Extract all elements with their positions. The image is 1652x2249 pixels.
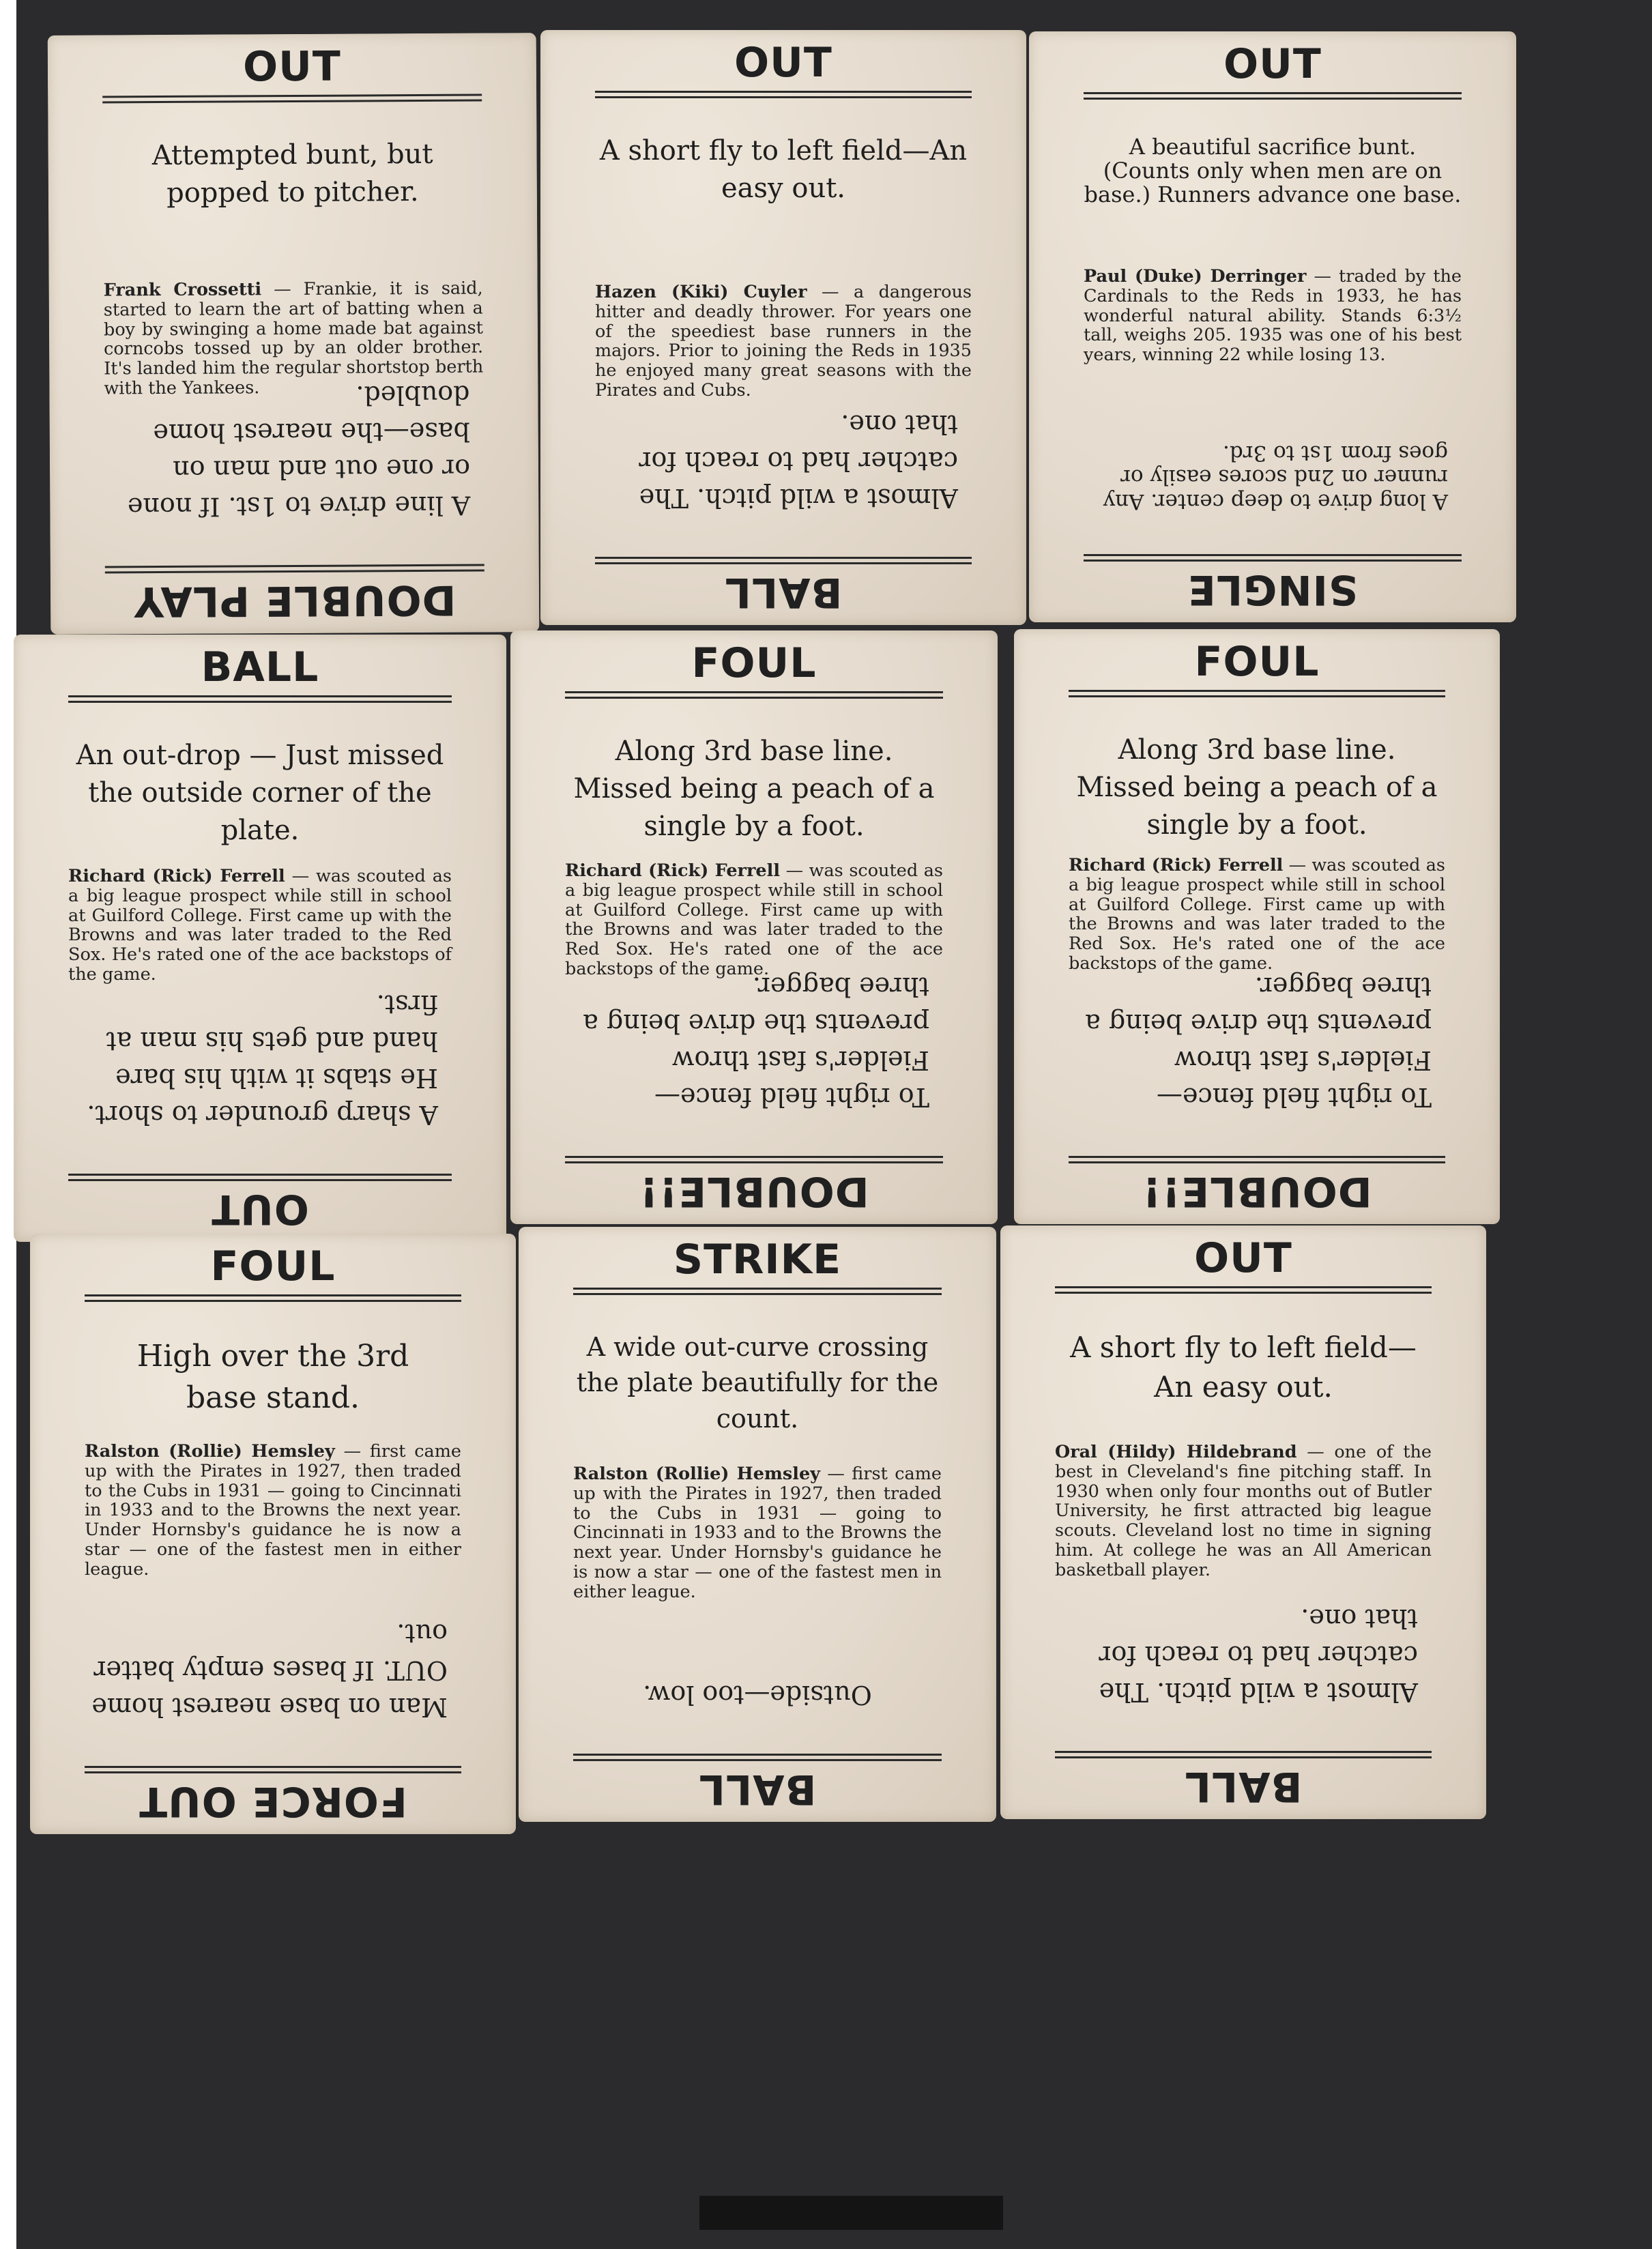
divider (1069, 690, 1445, 697)
card-flip-half (519, 1524, 996, 1822)
bio-text: one of the best in Cleveland's fine pitching staff. In 1930 when only four months out of Butler University, he first attracted big league scouts. Cleveland lost no time in signing him. At college he was an All American basketball player. (1055, 1442, 1432, 1580)
bio-text: was scouted as a big league prospect while still in school at Guilford College. First came up with the Browns and was later traded to the Red Sox. He's rated one of the ace backstops of the game. (565, 860, 943, 980)
flip-description: A sharp grounder to short. He stabs it with his bare hand and gets his man at first. (87, 989, 438, 1130)
card-description: A short fly to left field—An easy out. (599, 135, 968, 205)
player-bio: Frank Crossetti — Frankie, it is said, started to learn the art of batting when a boy by swinging a home made bat against corncobs tossed up by an older brother. It's landed him the regular shortstop berth with the Yankees. (103, 278, 484, 399)
bio-text: first came up with the Pirates in 1927, then traded to the Cubs in 1931 — going to Cincinnati in 1933 and to the Browns the next year. Under Hornsby's guidance he is now a star — one of the fastest men in either league. (85, 1441, 461, 1580)
divider (85, 1294, 461, 1302)
player-bio: Ralston (Rollie) Hemsley — first came up with the Pirates in 1927, then traded to the Cubs in 1931 — going to Cincinnati in 1933 and to the Browns the next year. Under Hornsby's guidance he is now a star — one of the fastest men in either league. (573, 1464, 942, 1602)
card-flip-half (510, 927, 998, 1224)
divider (565, 691, 943, 699)
player-bio: Richard (Rick) Ferrell — was scouted as a big league prospect while still in school at Guilford College. First came up with the Browns and was later traded to the Red Sox. He's rated one of the ace backstops of the game. (1069, 855, 1446, 974)
game-card (519, 1227, 996, 1822)
card-result: FOUL (691, 639, 817, 687)
card-result: BALL (201, 643, 319, 691)
flip-description: Almost a wild pitch. The catcher had to reach for that one. (1099, 1604, 1418, 1707)
flip-description: A long drive to deep center. Any runner on 2nd scores easily or goes from 1st to 3rd. (1103, 440, 1448, 514)
divider (105, 564, 484, 574)
card-description: Along 3rd base line. Missed being a peach of a single by a foot. (573, 736, 935, 843)
card-description: Attempted bunt, but popped to pitcher. (151, 138, 433, 209)
card-description: A wide out-curve crossing the plate beautifully for the count. (576, 1332, 939, 1434)
player-bio: Hazen (Kiki) Cuyler — a dangerous hitter and deadly thrower. For years one of the speediest base runners in the majors. Prior to joining the Reds in 1935 he enjoyed many great seasons with the Pirates and Cubs. (595, 282, 972, 401)
player-name: Paul (Duke) Derringer (1084, 266, 1307, 287)
flip-description: To right field fence—Fielder's fast throw prevents the drive being a three bagger. (583, 972, 929, 1112)
card-description: High over the 3rd base stand. (136, 1339, 409, 1415)
player-name: Richard (Rick) Ferrell (68, 866, 285, 886)
divider (1084, 554, 1462, 562)
player-name: Richard (Rick) Ferrell (1069, 855, 1284, 875)
card-description: A beautiful sacrifice bunt. (Counts only when men are on base.) Runners advance one base. (1084, 134, 1462, 208)
player-bio: Oral (Hildy) Hildebrand — one of the best in Cleveland's fine pitching staff. In 1930 when only four months out of Butler University, he first attracted big league scouts. Cleveland lost no time in signing him. At college he was an All American basketball player. (1055, 1442, 1432, 1580)
card-flip-half (49, 332, 539, 635)
divider (1055, 1286, 1432, 1294)
divider (565, 1156, 943, 1163)
player-name: Hazen (Kiki) Cuyler (595, 282, 807, 302)
card-result: FOUL (210, 1243, 336, 1290)
player-name: Richard (Rick) Ferrell (565, 860, 781, 881)
bio-text: first came up with the Pirates in 1927, then traded to the Cubs in 1931 — going to Cincinnati in 1933 and to the Browns the next year. Under Hornsby's guidance he is now a star — one of the fastest men in either league. (573, 1464, 942, 1602)
flip-description: Outside—too low. (643, 1680, 872, 1710)
dark-strip (699, 2196, 1003, 2230)
card-result: OUT (1194, 1234, 1292, 1282)
game-card (1014, 629, 1500, 1224)
game-card (30, 1234, 516, 1834)
divider (85, 1766, 461, 1773)
flip-description: Man on base nearest home OUT. If bases empty batter out. (91, 1619, 448, 1722)
card-flip-half (14, 938, 506, 1242)
bio-text: Frankie, it is said, started to learn the art of batting when a boy by swinging a home made bat against corncobs tossed up by an older brother. It's landed him the regular shortstop berth with the Yankees. (103, 278, 484, 399)
flip-result: FORCE OUT (139, 1778, 407, 1825)
flip-result: DOUBLE PLAY (133, 575, 457, 626)
flip-description: A line drive to 1st. If none or one out and man on base—the nearest home doubled. (127, 379, 471, 523)
divider (102, 94, 482, 104)
flip-description: To right field fence—Fielder's fast throw prevents the drive being a three bagger. (1085, 972, 1432, 1112)
flip-result: BALL (698, 1765, 817, 1813)
game-card (1000, 1225, 1486, 1819)
game-card (48, 33, 540, 635)
card-flip-half (540, 328, 1026, 625)
player-name: Frank Crossetti (103, 279, 262, 301)
card-flip-half (1014, 927, 1500, 1224)
flip-result: BALL (724, 568, 843, 616)
bio-text: was scouted as a big league prospect while still in school at Guilford College. First came up with the Browns and was later traded to the Red Sox. He's rated one of the ace backstops of the game. (1069, 855, 1446, 974)
game-card (1029, 31, 1516, 622)
player-bio: Paul (Duke) Derringer — traded by the Cardinals to the Reds in 1933, he has wonderful natural ability. Stands 6:3½ tall, weighs 205. 1935 was one of his best years, winning 22 while losing 13. (1084, 266, 1462, 366)
card-result: OUT (242, 42, 341, 91)
flip-description: Almost a wild pitch. The catcher had to reach for that one. (639, 409, 958, 513)
player-bio: Ralston (Rollie) Hemsley — first came up with the Pirates in 1927, then traded to the Cubs in 1931 — going to Cincinnati in 1933 and to the Browns the next year. Under Hornsby's guidance he is now a star — one of the fastest men in either league. (85, 1441, 461, 1580)
game-card (510, 630, 998, 1224)
card-description: A short fly to left field—An easy out. (1070, 1331, 1417, 1404)
game-card (14, 635, 506, 1242)
player-bio: Richard (Rick) Ferrell — was scouted as a big league prospect while still in school at Guilford College. First came up with the Browns and was later traded to the Red Sox. He's rated one of the ace backstops of the game. (565, 860, 943, 980)
bio-text: a dangerous hitter and deadly thrower. For years one of the speediest base runners in the majors. Prior to joining the Reds in 1935 he enjoyed many great seasons with the Pirates and Cubs. (595, 282, 972, 401)
card-flip-half (1000, 1522, 1486, 1819)
flip-result: OUT (211, 1185, 309, 1233)
divider (1069, 1156, 1445, 1163)
player-name: Ralston (Rollie) Hemsley (85, 1441, 335, 1462)
divider (595, 557, 972, 564)
card-result: OUT (734, 39, 832, 87)
player-name: Oral (Hildy) Hildebrand (1055, 1442, 1297, 1462)
divider (68, 1174, 452, 1181)
flip-result: SINGLE (1187, 566, 1359, 613)
divider (1055, 1751, 1432, 1758)
card-description: An out-drop — Just missed the outside corner of the plate. (76, 740, 444, 847)
divider (573, 1754, 942, 1761)
game-card (540, 30, 1026, 625)
card-result: FOUL (1194, 638, 1320, 686)
flip-result: BALL (1184, 1762, 1303, 1810)
divider (68, 695, 452, 703)
divider (573, 1288, 942, 1295)
card-description: Along 3rd base line. Missed being a peach of a single by a foot. (1076, 734, 1438, 841)
divider (1084, 92, 1462, 100)
bio-text: traded by the Cardinals to the Reds in 1933, he has wonderful natural ability. Stands 6:3½ tall, weighs 205. 1935 was one of his best years, winning 22 while losing 13. (1084, 266, 1462, 366)
flip-result: DOUBLE!! (1142, 1167, 1372, 1215)
card-flip-half (30, 1534, 516, 1834)
player-bio: Richard (Rick) Ferrell — was scouted as a big league prospect while still in school at Guilford College. First came up with the Browns and was later traded to the Red Sox. He's rated one of the ace backstops of the game. (68, 866, 452, 985)
card-result: OUT (1223, 40, 1322, 88)
player-name: Ralston (Rollie) Hemsley (573, 1464, 820, 1484)
divider (595, 91, 972, 98)
card-result: STRIKE (673, 1236, 842, 1283)
bio-text: was scouted as a big league prospect while still in school at Guilford College. First came up with the Browns and was later traded to the Red Sox. He's rated one of the ace backstops of the game. (68, 866, 452, 985)
card-flip-half (1029, 327, 1516, 622)
flip-result: DOUBLE!! (639, 1167, 869, 1215)
